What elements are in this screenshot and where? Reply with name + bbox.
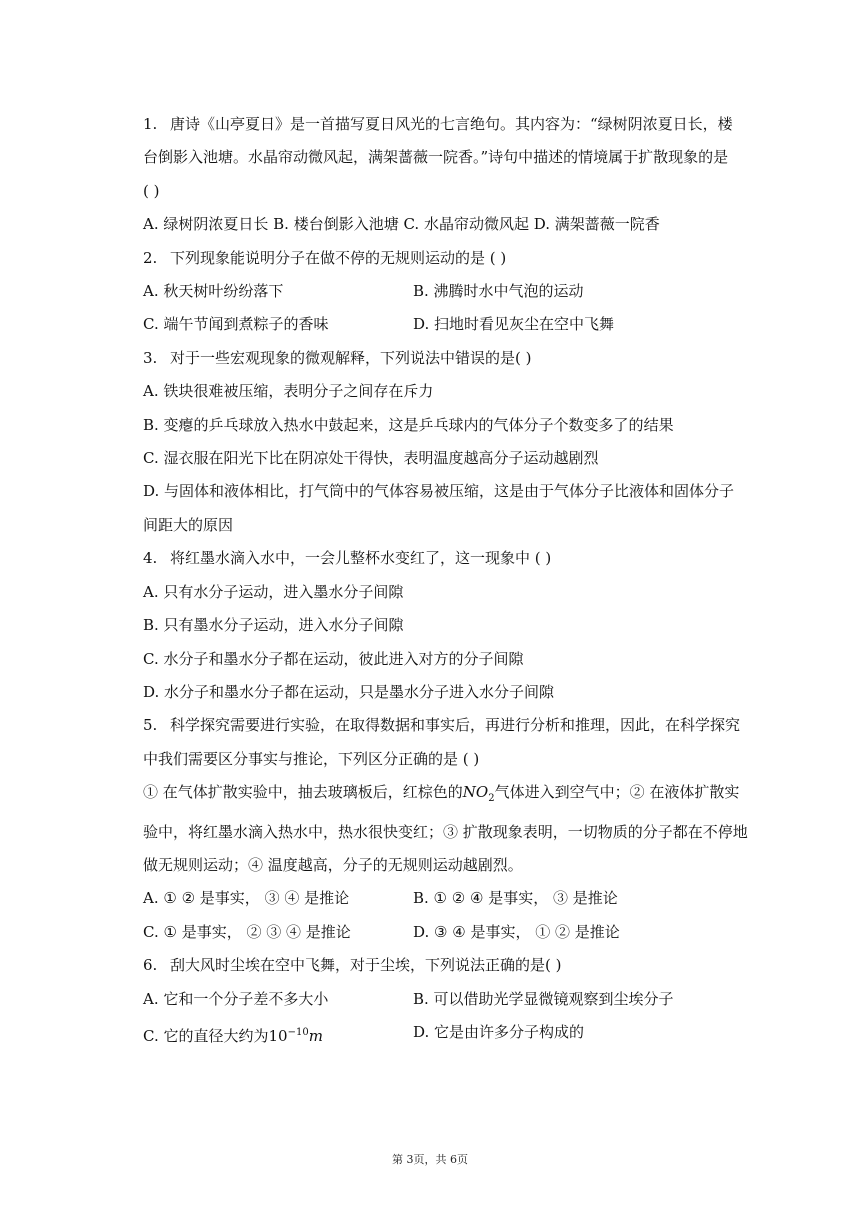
question-1-line-2: 台倒影入池塘。水晶帘动微风起，满架蔷薇一院香。”诗句中描述的情境属于扩散现象的是 — [143, 148, 729, 167]
question-6-option-c: C. 它的直径大约为$10^{-10}m$ — [143, 1026, 323, 1045]
question-4-stem: 4. 将红墨水滴入水中，一会儿整杯水变红了，这一现象中 ( ) — [143, 542, 755, 575]
question-5-options-row-1 — [143, 882, 755, 915]
question-1 — [143, 108, 755, 242]
question-5-line-2: 中我们需要区分事实与推论，下列区分正确的是 ( ) — [143, 749, 480, 768]
question-3-option-c: C. 湿衣服在阳光下比在阴凉处干得快，表明温度越高分子运动越剧烈 — [143, 449, 599, 468]
question-4-option-b: B. 只有墨水分子运动，进入水分子间隙 — [143, 616, 404, 635]
question-5-statement-line-1: ① 在气体扩散实验中，抽去玻璃板后，红棕色的$NO_2$气体进入到空气中；② 在液体扩散实 — [143, 783, 740, 805]
question-4-number: 4. — [143, 549, 158, 568]
no2-formula: $NO_2$ — [462, 783, 495, 805]
question-5-statement-line-3: 做无规则运动；④ 温度越高，分子的无规则运动越剧烈。 — [143, 855, 523, 874]
question-6-options-row-2 — [143, 1016, 755, 1053]
question-6-number: 6. — [143, 956, 158, 975]
question-6-option-b: B. 可以借助光学显微镜观察到尘埃分子 — [413, 989, 674, 1008]
question-6-option-d: D. 它是由许多分子构成的 — [413, 1022, 585, 1041]
question-2-stem: 2. 下列现象能说明分子在做不停的无规则运动的是 ( ) — [143, 242, 755, 275]
question-3-option-b: B. 变瘪的乒乓球放入热水中鼓起来，这是乒乓球内的气体分子个数变多了的结果 — [143, 415, 674, 434]
question-2-option-a: A. 秋天树叶纷纷落下 — [143, 282, 284, 301]
question-2-number: 2. — [143, 248, 158, 267]
question-5-option-d: D. ③ ④ 是事实， ① ② 是推论 — [413, 922, 620, 941]
question-2-option-c: C. 端午节闻到煮粽子的香味 — [143, 315, 329, 334]
question-1-line-3: ( ) — [143, 181, 160, 200]
question-5-line-1: 5. 科学探究需要进行实验，在取得数据和事实后，再进行分析和推理，因此，在科学探究 — [143, 709, 755, 742]
question-4 — [143, 542, 755, 709]
question-2-option-d: D. 扫地时看见灰尘在空中飞舞 — [413, 315, 615, 334]
question-6 — [143, 949, 755, 1053]
question-2 — [143, 242, 755, 342]
question-1-number: 1. — [143, 115, 158, 133]
question-5 — [143, 709, 755, 949]
question-5-options-row-2 — [143, 916, 755, 949]
question-3-option-d-line-1: D. 与固体和液体相比，打气筒中的气体容易被压缩，这是由于气体分子比液体和固体分子 — [143, 482, 735, 501]
question-6-options-row-1 — [143, 983, 755, 1016]
question-4-option-a: A. 只有水分子运动，进入墨水分子间隙 — [143, 582, 404, 601]
question-5-statement-line-2: 验中，将红墨水滴入热水中，热水很快变红；③ 扩散现象表明，一切物质的分子都在不停地 — [143, 822, 748, 841]
question-1-options: A. 绿树阴浓夏日长 B. 楼台倒影入池塘 C. 水晶帘动微风起 D. 满架蔷薇一院香 — [143, 215, 660, 234]
question-5-option-c: C. ① 是事实， ② ③ ④ 是推论 — [143, 922, 351, 941]
question-3 — [143, 342, 755, 542]
question-5-option-a: A. ① ② 是事实， ③ ④ 是推论 — [143, 889, 350, 908]
question-2-options-row-2 — [143, 308, 755, 341]
diameter-value: $10^{-10}m$ — [268, 1026, 323, 1045]
question-3-option-d-line-2: 间距大的原因 — [143, 515, 234, 534]
question-list — [143, 108, 755, 1053]
question-4-option-d: D. 水分子和墨水分子都在运动，只是墨水分子进入水分子间隙 — [143, 682, 555, 701]
question-2-options-row-1 — [143, 275, 755, 308]
question-1-line-1: 1. 唐诗《山亭夏日》是一首描写夏日风光的七言绝句。其内容为：“绿树阴浓夏日长，楼 — [143, 108, 755, 141]
question-3-option-a: A. 铁块很难被压缩，表明分子之间存在斥力 — [143, 382, 434, 401]
question-3-number: 3. — [143, 348, 158, 367]
question-5-number: 5. — [143, 716, 158, 735]
question-4-option-c: C. 水分子和墨水分子都在运动，彼此进入对方的分子间隙 — [143, 649, 524, 668]
question-5-option-b: B. ① ② ④ 是事实， ③ 是推论 — [413, 889, 618, 908]
question-2-option-b: B. 沸腾时水中气泡的运动 — [413, 282, 584, 301]
question-6-option-a: A. 它和一个分子差不多大小 — [143, 989, 329, 1008]
question-6-stem: 6. 刮大风时尘埃在空中飞舞，对于尘埃，下列说法正确的是( ) — [143, 949, 755, 982]
question-3-stem: 3. 对于一些宏观现象的微观解释，下列说法中错误的是( ) — [143, 342, 755, 375]
page-footer: 第 3页，共 6页 — [392, 1153, 468, 1166]
